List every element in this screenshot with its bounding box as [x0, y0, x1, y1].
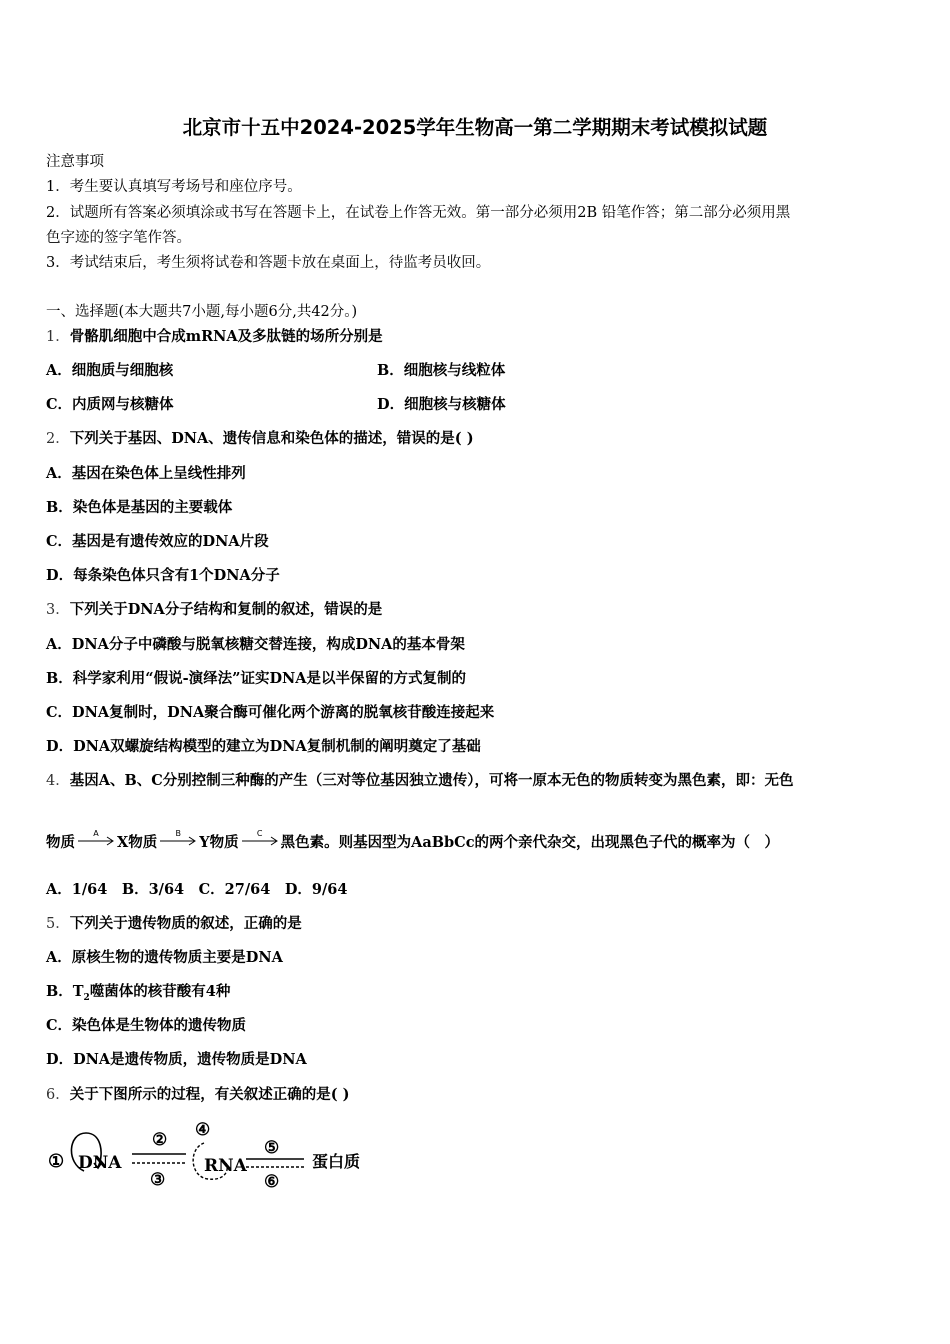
notice-item: 3．考试结束后，考生须将试卷和答题卡放在桌面上，待监考员收回。	[46, 255, 491, 271]
question-number: 3．	[46, 602, 70, 618]
q2-option-d: D．每条染色体只含有1个DNA分子	[46, 567, 280, 584]
question-5	[46, 914, 302, 934]
q3-option-b: B．科学家利用“假说-演绎法”证实DNA是以半保留的方式复制的	[46, 670, 467, 687]
rna-label: RNA	[204, 1156, 247, 1176]
question-stem: 关于下图所示的过程，有关叙述正确的是( )	[69, 1086, 350, 1103]
label-3: ③	[150, 1170, 166, 1190]
question-number: 1．	[46, 329, 70, 345]
q5-option-d: D．DNA是遗传物质，遗传物质是DNA	[46, 1051, 307, 1068]
substance-colorless: 物质	[46, 834, 75, 851]
arrow-enzyme-b-icon: B	[159, 833, 197, 853]
question-1	[46, 327, 383, 347]
question-number: 5．	[46, 916, 70, 932]
question-stem: 基因A、B、C分别控制三种酶的产生（三对等位基因独立遗传），可将一原本无色的物质转变为黑色素，即：无色	[69, 772, 794, 789]
q1-option-a: A．细胞质与细胞核	[46, 362, 174, 379]
label-2: ②	[152, 1130, 168, 1150]
q4-stem-continued: 黑色素。则基因型为AaBbCc的两个亲代杂交，出现黑色子代的概率为（ ）	[280, 834, 780, 851]
substance-x: X物质	[117, 834, 158, 851]
question-2	[46, 429, 474, 449]
label-1: ①	[48, 1151, 65, 1172]
question-number: 4．	[46, 773, 70, 789]
central-dogma-diagram	[46, 1115, 386, 1195]
q3-option-d: D．DNA双螺旋结构模型的建立为DNA复制机制的阐明奠定了基础	[46, 738, 481, 755]
q4-options: A．1/64 B．3/64 C．27/64 D．9/64	[46, 881, 348, 898]
q3-option-c: C．DNA复制时，DNA聚合酶可催化两个游离的脱氧核苷酸连接起来	[46, 704, 495, 721]
q4-pathway	[46, 829, 780, 853]
q1-option-b: B．细胞核与线粒体	[377, 362, 506, 379]
question-stem: 下列关于遗传物质的叙述，正确的是	[69, 915, 302, 932]
q5-option-c: C．染色体是生物体的遗传物质	[46, 1017, 247, 1034]
q5-option-b: B．$T_2$噬菌体的核苷酸有4种	[46, 983, 231, 1003]
notice-heading: 注意事项	[46, 154, 104, 170]
page-title: 北京市十五中2024-2025学年生物高一第二学期期末考试模拟试题	[182, 116, 768, 139]
question-number: 2．	[46, 431, 70, 447]
substance-y: Y物质	[199, 834, 239, 851]
question-stem: 骨骼肌细胞中合成mRNA及多肽链的场所分别是	[69, 328, 383, 345]
q3-option-a: A．DNA分子中磷酸与脱氧核糖交替连接，构成DNA的基本骨架	[46, 636, 465, 653]
question-4	[46, 771, 794, 791]
protein-label: 蛋白质	[312, 1152, 361, 1171]
notice-item: 2．试题所有答案必须填涂或书写在答题卡上，在试卷上作答无效。第一部分必须用2B 铅笔作答；第二部分必须用黑	[46, 205, 791, 221]
q1-option-c: C．内质网与核糖体	[46, 396, 174, 413]
arrow-enzyme-c-icon: C	[241, 833, 279, 853]
label-5: ⑤	[264, 1138, 280, 1158]
q5-option-a: A．原核生物的遗传物质主要是DNA	[46, 949, 283, 966]
question-number: 6．	[46, 1087, 70, 1103]
label-4: ④	[195, 1120, 211, 1140]
section-heading: 一、选择题(本大题共7小题,每小题6分,共42分。)	[46, 304, 358, 320]
arrow-enzyme-a-icon: A	[77, 833, 115, 853]
question-6	[46, 1085, 350, 1105]
notice-item: 色字迹的签字笔作答。	[46, 230, 191, 246]
question-stem: 下列关于DNA分子结构和复制的叙述，错误的是	[69, 601, 383, 618]
notice-item: 1．考生要认真填写考场号和座位序号。	[46, 179, 302, 195]
q2-option-c: C．基因是有遗传效应的DNA片段	[46, 533, 269, 550]
q2-option-a: A．基因在染色体上呈线性排列	[46, 465, 246, 482]
label-6: ⑥	[264, 1172, 280, 1192]
question-3	[46, 600, 382, 620]
q1-option-d: D．细胞核与核糖体	[377, 396, 506, 413]
question-stem: 下列关于基因、DNA、遗传信息和染色体的描述，错误的是( )	[69, 430, 474, 447]
dna-label: DNA	[78, 1153, 122, 1173]
q2-option-b: B．染色体是基因的主要载体	[46, 499, 233, 516]
